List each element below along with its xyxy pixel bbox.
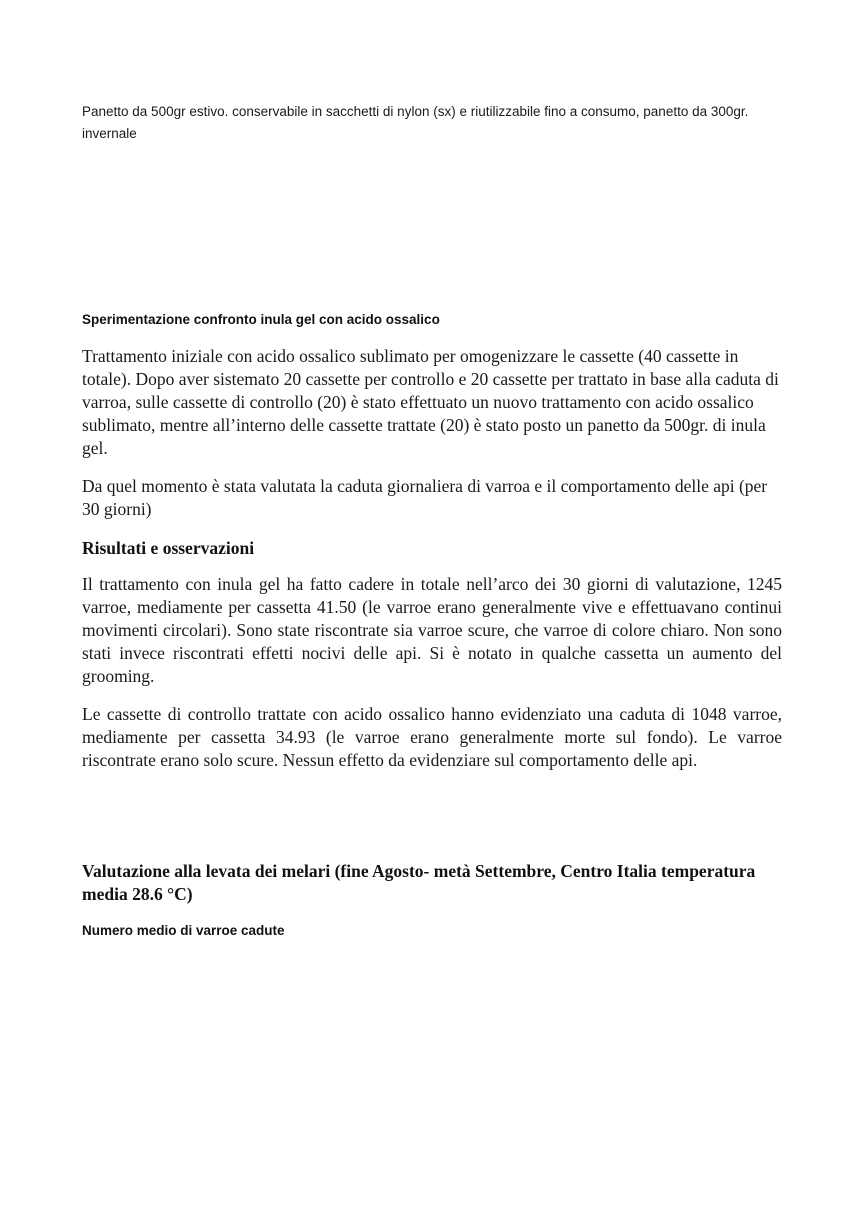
image-caption: Panetto da 500gr estivo. conservabile in sacchetti di nylon (sx) e riutilizzabile fino a consumo, panetto da 300gr. invernale	[82, 104, 749, 141]
experiment-paragraph-2: Da quel momento è stata valutata la caduta giornaliera di varroa e il comportamento delle api (per 30 giorni)	[82, 476, 768, 519]
experiment-paragraph-1: Trattamento iniziale con acido ossalico sublimato per omogenizzare le cassette (40 cassette in totale). Dopo aver sistemato 20 cassette per controllo e 20 cassette per trattato in base alla caduta di varroa, sulle cassette di controllo (20) è stato effettuato un nuovo trattamento con acido ossalico sublimato, mentre all’interno delle cassette trattate (20) è stato posto un panetto da 500gr. di inula gel.	[82, 346, 779, 458]
results-paragraph-1: Il trattamento con inula gel ha fatto cadere in totale nell’arco dei 30 giorni di valutazione, 1245 varroe, mediamente per cassetta 41.50 (le varroe erano generalmente vive e effettuavano continui movimenti circolari). Sono state riscontrate sia varroe scure, che varroe di colore chiaro. Non sono stati invece riscontrati effetti nocivi delle api. Si è notato in qualche cassetta un aumento del grooming.	[82, 574, 782, 686]
evaluation-subheading: Numero medio di varroe cadute	[82, 923, 285, 938]
results-heading: Risultati e osservazioni	[82, 538, 255, 558]
evaluation-heading: Valutazione alla levata dei melari (fine Agosto- metà Settembre, Centro Italia temperatura media 28.6 °C)	[82, 861, 756, 904]
experiment-heading: Sperimentazione confronto inula gel con acido ossalico	[82, 312, 440, 327]
results-paragraph-2: Le cassette di controllo trattate con acido ossalico hanno evidenziato una caduta di 1048 varroe, mediamente per cassetta 34.93 (le varroe erano generalmente morte sul fondo). Le varroe riscontrate erano solo scure. Nessun effetto da evidenziare sul comportamento delle api.	[82, 704, 782, 770]
